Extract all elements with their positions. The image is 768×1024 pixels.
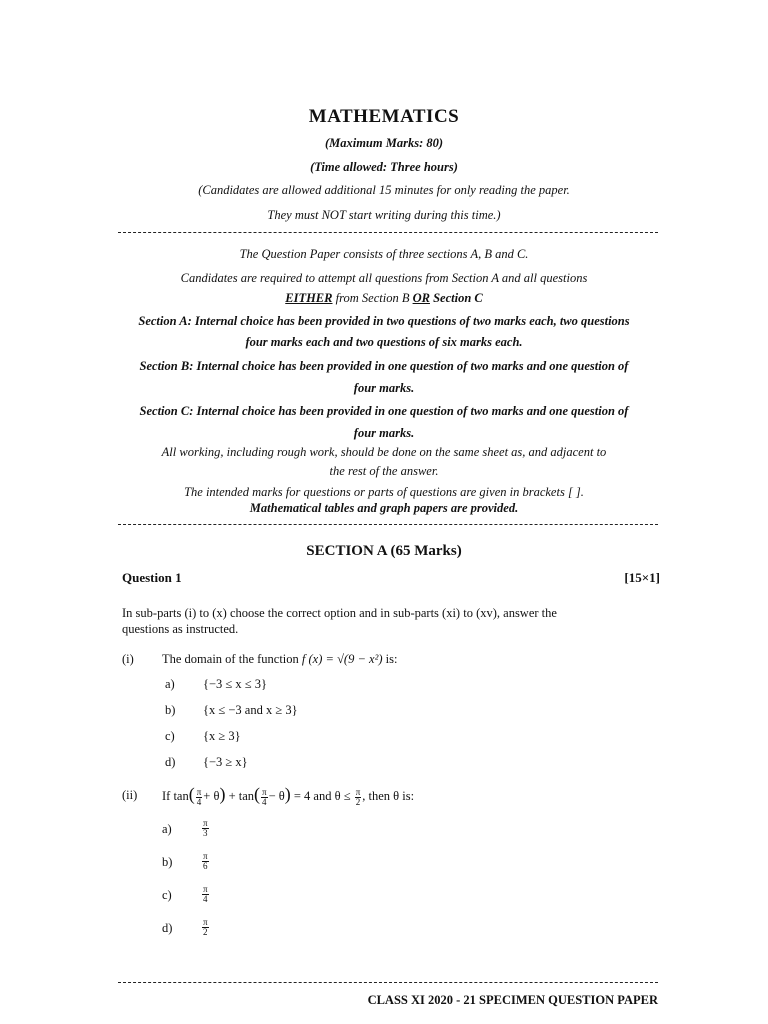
from-text: from Section B	[332, 291, 413, 305]
subquestion-i-number: (i)	[122, 652, 134, 666]
option-ii-b: $\frac{\pi}{6}$	[203, 851, 208, 871]
subquestion-i-expression: f (x) = √(9 − x²)	[301, 652, 383, 666]
option-i-c-label: c)	[165, 729, 175, 743]
fraction-pi-over-4-a: $\frac{\pi}{4}$	[196, 786, 202, 807]
page-title: MATHEMATICS	[308, 106, 460, 127]
subquestion-i-is: is:	[382, 652, 398, 666]
either-text: EITHER	[285, 291, 333, 305]
section-b-choice-1	[0, 359, 768, 374]
working-note-1: All working, including rough work, should be done on the same sheet as, and adjacent to	[161, 445, 607, 459]
subquestion-i-stem: The domain of the function	[162, 652, 299, 666]
marks-note: The intended marks for questions or parts of questions are given in brackets [ ].	[184, 485, 584, 499]
option-ii-d-label: d)	[162, 921, 173, 935]
divider-top	[118, 232, 658, 233]
fraction-pi-over-4-b: $\frac{\pi}{4}$	[262, 786, 267, 807]
section-a-choice-2: four marks each and two questions of six marks each.	[245, 335, 523, 349]
option-ii-a: $\frac{\pi}{3}$	[203, 818, 208, 838]
instruction-attempt: Candidates are required to attempt all questions from Section A and all questions	[180, 271, 588, 285]
option-i-d-label: d)	[165, 755, 176, 769]
option-i-b: {x ≤ −3 and x ≥ 3}	[203, 703, 298, 717]
option-ii-c: $\frac{\pi}{4}$	[203, 884, 208, 904]
tables-note: Mathematical tables and graph papers are provided.	[249, 501, 519, 515]
section-b-text: Internal choice has been provided in one question of two marks and one question of	[193, 359, 629, 373]
option-i-b-label: b)	[165, 703, 176, 717]
section-a-text: Internal choice has been provided in two questions of two marks each, two questions	[191, 314, 630, 328]
instruction-either-or	[0, 291, 768, 306]
section-c-choice-1	[0, 404, 768, 419]
reading-note-2: They must NOT start writing during this time.)	[267, 208, 501, 222]
option-i-d: {−3 ≥ x}	[203, 755, 248, 769]
option-i-a: {−3 ≤ x ≤ 3}	[203, 677, 268, 691]
or-text: OR	[412, 291, 430, 305]
equals-condition: = 4 and θ ≤	[290, 789, 354, 803]
then-theta: , then θ is:	[362, 789, 415, 803]
instruction-sections: The Question Paper consists of three sections A, B and C.	[239, 247, 529, 261]
subquestion-ii-text: If tan( $\frac{\pi}{4}$ + θ) + tan( $\frac{\pi}{4}$ − θ) = 4 and θ ≤ $\frac{\pi}{2}$ , then θ is:	[162, 784, 415, 807]
option-i-c: {x ≥ 3}	[203, 729, 241, 743]
plus-theta: + θ	[203, 789, 220, 803]
minus-theta: − θ	[268, 789, 285, 803]
option-ii-b-label: b)	[162, 855, 173, 869]
plus-tan: + tan	[225, 789, 255, 803]
question-intro-1: In sub-parts (i) to (x) choose the correct option and in sub-parts (xi) to (xv), answer the	[122, 606, 557, 620]
fraction-pi-over-2: $\frac{\pi}{2}$	[355, 786, 361, 807]
footer-label: CLASS XI 2020 - 21 SPECIMEN QUESTION PAPER	[367, 993, 658, 1007]
option-ii-a-label: a)	[162, 822, 172, 836]
divider-middle	[118, 524, 658, 525]
section-c-choice-2: four marks.	[353, 426, 415, 440]
subquestion-ii-number: (ii)	[122, 788, 138, 802]
section-a-label: Section A:	[138, 314, 192, 328]
question-intro-2: questions as instructed.	[122, 622, 239, 636]
reading-note-1: (Candidates are allowed additional 15 minutes for only reading the paper.	[198, 183, 570, 197]
question-label: Question 1	[122, 570, 182, 585]
option-ii-c-label: c)	[162, 888, 172, 902]
max-marks: (Maximum Marks: 80)	[324, 136, 444, 150]
subquestion-ii-if: If tan	[162, 789, 189, 803]
option-ii-d: $\frac{\pi}{2}$	[203, 917, 208, 937]
option-i-a-label: a)	[165, 677, 175, 691]
section-c-text: Section C	[429, 291, 483, 305]
section-a-choice-1	[0, 314, 768, 329]
section-b-choice-2: four marks.	[353, 381, 415, 395]
time-allowed: (Time allowed: Three hours)	[310, 160, 458, 174]
subquestion-i-text	[162, 652, 397, 667]
divider-footer	[118, 982, 658, 983]
section-b-label: Section B:	[139, 359, 194, 373]
section-c-text-line: Internal choice has been provided in one question of two marks and one question of	[193, 404, 629, 418]
section-c-label: Section C:	[139, 404, 194, 418]
working-note-2: the rest of the answer.	[329, 464, 439, 478]
question-marks: [15×1]	[624, 570, 660, 585]
section-a-heading: SECTION A (65 Marks)	[306, 543, 462, 559]
